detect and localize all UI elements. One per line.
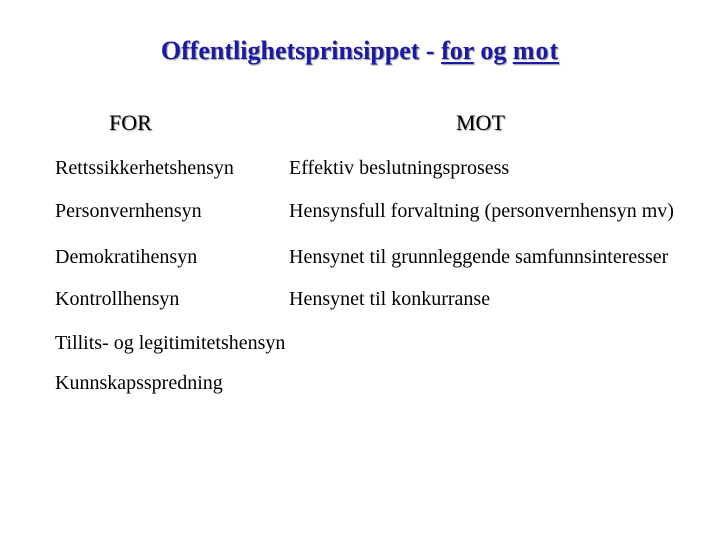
mot-item: Hensynet til grunnleggende samfunnsinteresser <box>289 246 669 268</box>
mot-item: Hensynet til konkurranse <box>289 288 491 310</box>
title-og: og <box>473 36 513 65</box>
slide-title <box>0 36 720 66</box>
for-item: Tillits- og legitimitetshensyn <box>55 332 286 354</box>
for-item: Demokratihensyn <box>55 246 198 268</box>
mot-item: Hensynsfull forvaltning (personvernhensyn mv) <box>289 200 674 222</box>
mot-item: Effektiv beslutningsprosess <box>289 157 510 179</box>
for-heading: FOR <box>109 110 152 135</box>
for-item: Kunnskapsspredning <box>55 372 223 394</box>
for-item: Rettssikkerhetshensyn <box>55 157 234 179</box>
title-for: for <box>441 36 474 65</box>
for-item: Personvernhensyn <box>55 200 202 222</box>
title-prefix: Offentlighetsprinsippet - <box>160 36 442 65</box>
for-item: Kontrollhensyn <box>55 288 180 310</box>
title-mot: mot <box>512 36 560 65</box>
mot-heading: MOT <box>456 110 505 135</box>
